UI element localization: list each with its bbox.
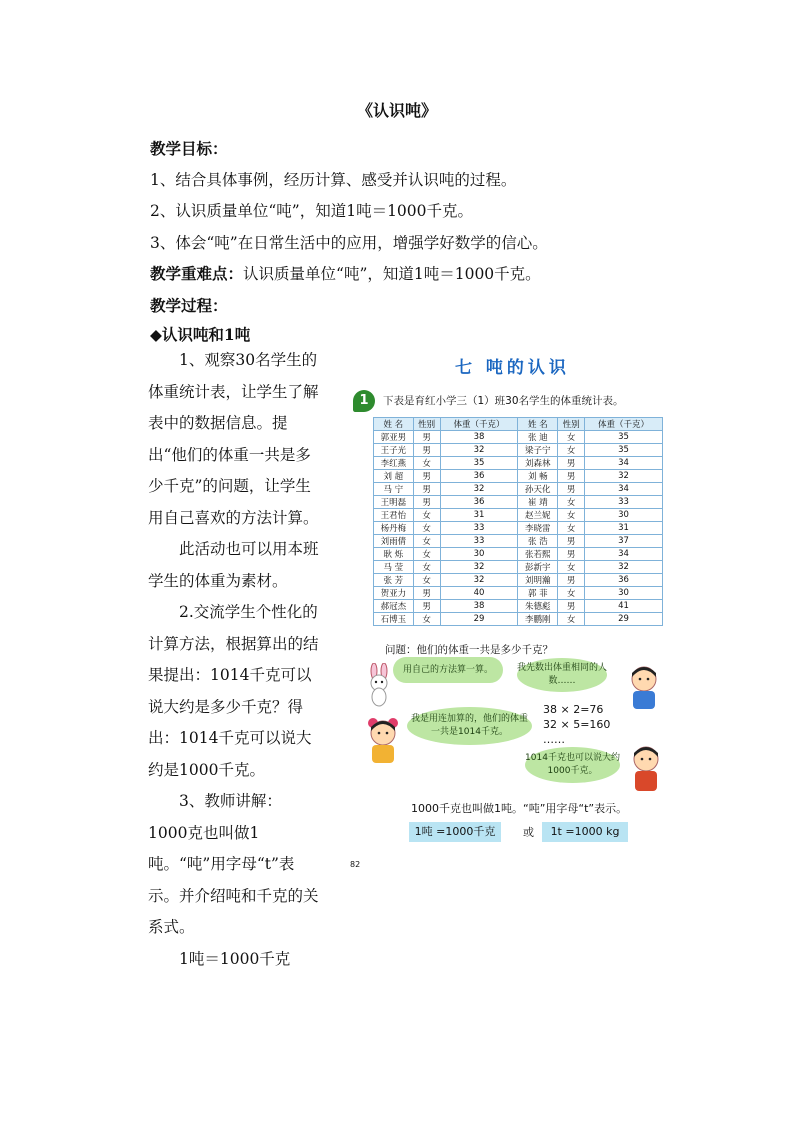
- table-row: [374, 509, 663, 522]
- table-cell: 29: [585, 613, 663, 626]
- table-cell: 男: [413, 444, 440, 457]
- calc-line-2: 32 × 5=160: [543, 718, 611, 731]
- header-name: 姓 名: [518, 418, 558, 431]
- table-cell: 王君怡: [374, 509, 414, 522]
- table-cell: 35: [440, 457, 518, 470]
- key-point: [150, 262, 541, 284]
- table-cell: 男: [558, 600, 585, 613]
- table-row: [374, 548, 663, 561]
- table-cell: 34: [585, 457, 663, 470]
- weight-table: [373, 417, 663, 626]
- process-heading: 教学过程：: [150, 296, 228, 315]
- table-row: [374, 587, 663, 600]
- table-cell: 32: [440, 444, 518, 457]
- table-cell: 男: [413, 587, 440, 600]
- formula-symbol: 1t =1000 kg: [542, 822, 628, 842]
- table-cell: 38: [440, 431, 518, 444]
- goal-1: 1、结合具体事例，经历计算、感受并认识吨的过程。: [150, 171, 517, 189]
- table-cell: 赵兰妮: [518, 509, 558, 522]
- figure-intro: 下表是育红小学三（1）班30名学生的体重统计表。: [383, 395, 624, 407]
- table-cell: 贺亚力: [374, 587, 414, 600]
- table-cell: 女: [558, 509, 585, 522]
- process-body: [148, 345, 320, 975]
- document-title: 《认识吨》: [356, 101, 437, 120]
- table-cell: 李鹏刚: [518, 613, 558, 626]
- table-cell: 张 迪: [518, 431, 558, 444]
- table-cell: 张 浩: [518, 535, 558, 548]
- table-cell: 女: [413, 561, 440, 574]
- table-cell: 男: [558, 535, 585, 548]
- table-cell: 女: [413, 535, 440, 548]
- table-cell: 35: [585, 431, 663, 444]
- header-name: 姓 名: [374, 418, 414, 431]
- table-cell: 男: [558, 548, 585, 561]
- table-cell: 男: [413, 431, 440, 444]
- table-row: [374, 535, 663, 548]
- table-cell: 34: [585, 483, 663, 496]
- table-cell: 朱德彪: [518, 600, 558, 613]
- table-row: [374, 483, 663, 496]
- table-cell: 32: [585, 561, 663, 574]
- table-cell: 梁子宁: [518, 444, 558, 457]
- table-cell: 女: [413, 522, 440, 535]
- table-cell: 李红燕: [374, 457, 414, 470]
- table-header-row: [374, 418, 663, 431]
- table-cell: 刘 超: [374, 470, 414, 483]
- table-cell: 郭 菲: [518, 587, 558, 600]
- header-gender: 性别: [413, 418, 440, 431]
- table-row: [374, 444, 663, 457]
- textbook-figure: [345, 345, 675, 875]
- table-cell: 女: [413, 574, 440, 587]
- table-cell: 36: [585, 574, 663, 587]
- rabbit-illustration: [363, 663, 395, 707]
- paragraph-3: 2.交流学生个性化的计算方法，根据算出的结果提出：1014千克可以说大约是多少千克？得出：1014千克可以说大约是1000千克。: [148, 603, 319, 779]
- table-cell: 女: [413, 509, 440, 522]
- table-row: [374, 561, 663, 574]
- table-row: [374, 457, 663, 470]
- table-cell: 男: [558, 470, 585, 483]
- table-cell: 女: [413, 613, 440, 626]
- table-cell: 36: [440, 470, 518, 483]
- paragraph-5: 1吨＝1000千克: [179, 949, 291, 968]
- calc-line-1: 38 × 2=76: [543, 703, 604, 716]
- table-cell: 32: [585, 470, 663, 483]
- question-text: 问题：他们的体重一共是多少千克？: [385, 644, 553, 656]
- girl-illustration: [363, 715, 403, 765]
- boy-speech-bubble: 我先数出体重相同的人数……: [517, 658, 607, 692]
- table-cell: 女: [558, 431, 585, 444]
- table-cell: 刘明瀚: [518, 574, 558, 587]
- table-cell: 31: [585, 522, 663, 535]
- key-point-text: 认识质量单位“吨”，知道1吨＝1000千克。: [243, 265, 541, 283]
- table-cell: 石博玉: [374, 613, 414, 626]
- table-cell: 王子光: [374, 444, 414, 457]
- figure-title: 七 吨的认识: [455, 358, 570, 378]
- table-cell: 杨丹梅: [374, 522, 414, 535]
- table-cell: 刘森林: [518, 457, 558, 470]
- table-cell: 刘雨倩: [374, 535, 414, 548]
- table-cell: 李晓雷: [518, 522, 558, 535]
- rabbit-speech-bubble: 用自己的方法算一算。: [393, 657, 503, 683]
- header-weight: 体重（千克）: [585, 418, 663, 431]
- paragraph-1: 1、观察30名学生的体重统计表，让学生了解表中的数据信息。提出“他们的体重一共是多少千克”的问题，让学生用自己喜欢的方法计算。: [148, 351, 319, 527]
- table-cell: 女: [558, 522, 585, 535]
- table-cell: 男: [413, 470, 440, 483]
- table-row: [374, 600, 663, 613]
- weight-table-body: [374, 431, 663, 626]
- girl-speech-bubble: 我是用连加算的，他们的体重一共是1014千克。: [407, 707, 532, 745]
- table-cell: 孙天化: [518, 483, 558, 496]
- table-cell: 马 宁: [374, 483, 414, 496]
- table-cell: 37: [585, 535, 663, 548]
- boy-illustration: [625, 663, 663, 711]
- table-cell: 29: [440, 613, 518, 626]
- table-cell: 33: [585, 496, 663, 509]
- table-cell: 33: [440, 522, 518, 535]
- goals-heading: 教学目标：: [150, 139, 228, 158]
- table-cell: 男: [558, 483, 585, 496]
- goal-3: 3、体会“吨”在日常生活中的应用，增强学好数学的信心。: [150, 234, 548, 252]
- table-cell: 35: [585, 444, 663, 457]
- table-cell: 男: [558, 574, 585, 587]
- page-number: 82: [350, 860, 361, 869]
- table-cell: 男: [558, 457, 585, 470]
- table-cell: 34: [585, 548, 663, 561]
- example-badge: 1: [353, 390, 375, 412]
- table-cell: 女: [558, 496, 585, 509]
- header-gender: 性别: [558, 418, 585, 431]
- boy2-speech-bubble: 1014千克也可以说大约1000千克。: [525, 747, 620, 783]
- table-cell: 30: [585, 587, 663, 600]
- table-cell: 32: [440, 561, 518, 574]
- goal-2: 2、认识质量单位“吨”，知道1吨＝1000千克。: [150, 202, 474, 220]
- header-weight: 体重（千克）: [440, 418, 518, 431]
- table-cell: 38: [440, 600, 518, 613]
- table-row: [374, 522, 663, 535]
- table-cell: 女: [558, 613, 585, 626]
- table-cell: 女: [413, 457, 440, 470]
- table-cell: 30: [440, 548, 518, 561]
- paragraph-2: 此活动也可以用本班学生的体重为素材。: [148, 540, 319, 590]
- table-cell: 36: [440, 496, 518, 509]
- table-cell: 40: [440, 587, 518, 600]
- table-cell: 男: [413, 483, 440, 496]
- table-cell: 马 莹: [374, 561, 414, 574]
- table-cell: 32: [440, 483, 518, 496]
- table-cell: 女: [558, 444, 585, 457]
- table-cell: 郭亚男: [374, 431, 414, 444]
- table-cell: 男: [413, 600, 440, 613]
- calc-lines: [543, 702, 610, 747]
- table-cell: 32: [440, 574, 518, 587]
- or-label: 或: [523, 826, 534, 839]
- table-cell: 耿 烁: [374, 548, 414, 561]
- table-cell: 王明磊: [374, 496, 414, 509]
- ton-note: 1000千克也叫做1吨。“吨”用字母“t”表示。: [411, 802, 628, 815]
- table-row: [374, 470, 663, 483]
- table-cell: 刘 畅: [518, 470, 558, 483]
- table-cell: 男: [413, 496, 440, 509]
- table-row: [374, 574, 663, 587]
- calc-line-3: ……: [543, 733, 565, 746]
- table-cell: 张 芳: [374, 574, 414, 587]
- paragraph-4: 3、教师讲解：1000克也叫做1吨。“吨”用字母“t”表示。并介绍吨和千克的关系式。: [148, 792, 319, 936]
- table-cell: 女: [558, 587, 585, 600]
- boy2-illustration: [627, 743, 665, 793]
- table-cell: 郝冠杰: [374, 600, 414, 613]
- table-cell: 30: [585, 509, 663, 522]
- table-cell: 女: [558, 561, 585, 574]
- table-cell: 崔 靖: [518, 496, 558, 509]
- table-cell: 女: [413, 548, 440, 561]
- table-cell: 彭新宇: [518, 561, 558, 574]
- key-point-label: 教学重难点：: [150, 264, 244, 283]
- table-cell: 33: [440, 535, 518, 548]
- table-cell: 张若熙: [518, 548, 558, 561]
- table-row: [374, 496, 663, 509]
- formula-chinese: 1吨 =1000千克: [409, 822, 501, 842]
- table-row: [374, 431, 663, 444]
- table-cell: 41: [585, 600, 663, 613]
- table-row: [374, 613, 663, 626]
- table-cell: 31: [440, 509, 518, 522]
- section-heading: ◆认识吨和1吨: [150, 325, 251, 344]
